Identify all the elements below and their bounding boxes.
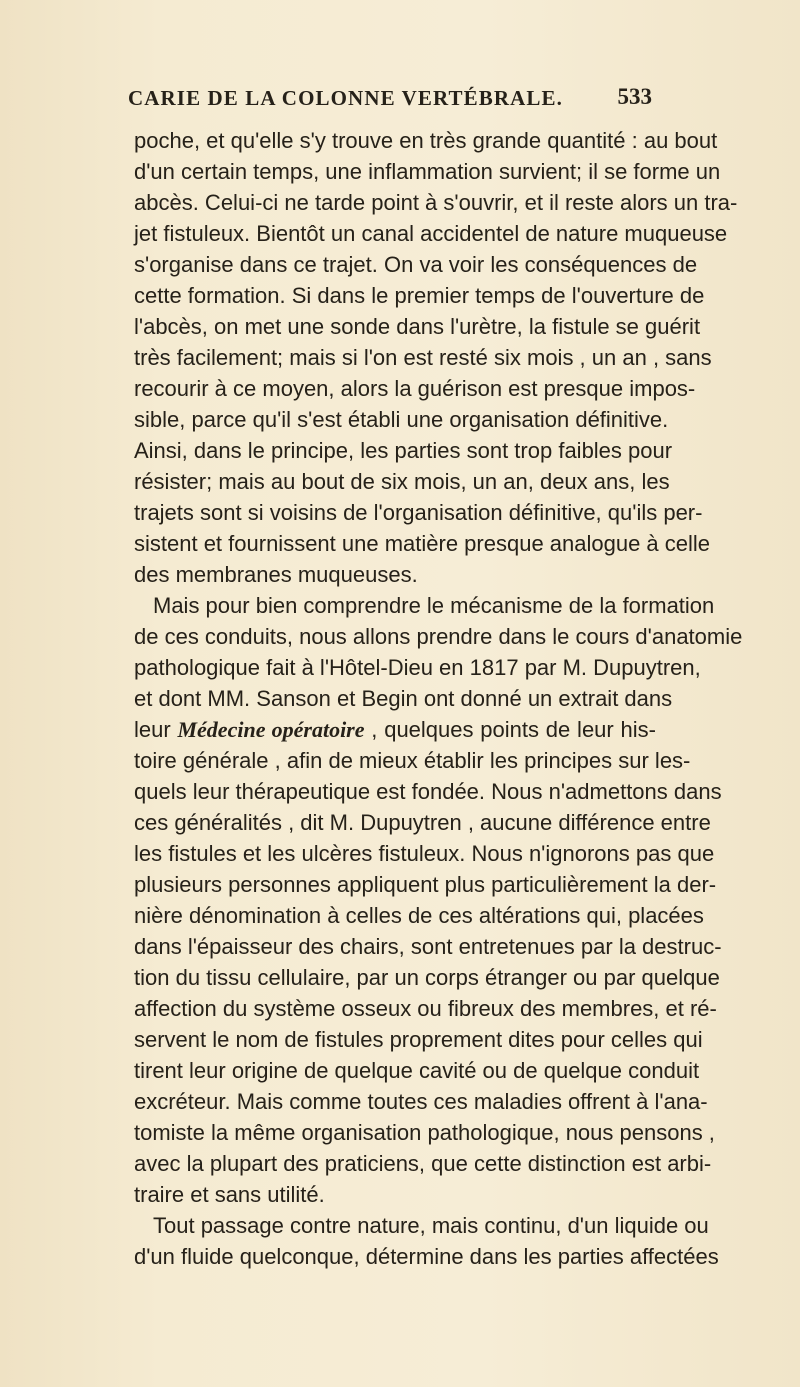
text-line: pathologique fait à l'Hôtel-Dieu en 1817 par M. Dupuytren, bbox=[134, 655, 701, 680]
text-line: sible, parce qu'il s'est établi une organisation définitive. bbox=[134, 407, 669, 432]
body-text bbox=[134, 125, 743, 1272]
text-line-end: , quelques points de leur his- bbox=[364, 717, 656, 742]
text-line: tion du tissu cellulaire, par un corps étranger ou par quelque bbox=[134, 965, 720, 990]
text-line: et dont MM. Sanson et Begin ont donné un extrait dans bbox=[134, 686, 673, 711]
text-line: s'organise dans ce trajet. On va voir les conséquences de bbox=[134, 252, 698, 277]
page-number: 533 bbox=[617, 84, 652, 109]
text-line: les fistules et les ulcères fistuleux. Nous n'ignorons pas que bbox=[134, 841, 715, 866]
text-line: recourir à ce moyen, alors la guérison est presque impos- bbox=[134, 376, 696, 401]
text-line: ces généralités , dit M. Dupuytren , aucune différence entre bbox=[134, 810, 711, 835]
text-line: des membranes muqueuses. bbox=[134, 562, 418, 587]
book-title-italic: Médecine opératoire bbox=[177, 717, 365, 742]
text-line: affection du système osseux ou fibreux des membres, et ré- bbox=[134, 996, 717, 1021]
text-line: excréteur. Mais comme toutes ces maladies offrent à l'ana- bbox=[134, 1089, 708, 1114]
text-line: Ainsi, dans le principe, les parties sont trop faibles pour bbox=[134, 438, 673, 463]
text-line: de ces conduits, nous allons prendre dans le cours d'anatomie bbox=[134, 624, 743, 649]
text-line: tomiste la même organisation pathologique, nous pensons , bbox=[134, 1120, 715, 1145]
text-line: nière dénomination à celles de ces altérations qui, placées bbox=[134, 903, 704, 928]
text-line: abcès. Celui-ci ne tarde point à s'ouvrir, et il reste alors un tra- bbox=[134, 190, 738, 215]
text-line: servent le nom de fistules proprement dites pour celles qui bbox=[134, 1027, 703, 1052]
text-line: d'un certain temps, une inflammation survient; il se forme un bbox=[134, 159, 721, 184]
text-line: Mais pour bien comprendre le mécanisme de la formation bbox=[153, 593, 715, 618]
text-line-start: leur bbox=[134, 717, 171, 742]
text-line: l'abcès, on met une sonde dans l'urètre, la fistule se guérit bbox=[134, 314, 701, 339]
text-line: trajets sont si voisins de l'organisation définitive, qu'ils per- bbox=[134, 500, 703, 525]
text-line: cette formation. Si dans le premier temps de l'ouverture de bbox=[134, 283, 705, 308]
text-line: résister; mais au bout de six mois, un an, deux ans, les bbox=[134, 469, 670, 494]
text-line: d'un fluide quelconque, détermine dans les parties affectées bbox=[134, 1244, 719, 1269]
text-line: quels leur thérapeutique est fondée. Nous n'admettons dans bbox=[134, 779, 722, 804]
text-line-with-italic bbox=[134, 714, 656, 745]
text-line: plusieurs personnes appliquent plus particulièrement la der- bbox=[134, 872, 717, 897]
text-line: traire et sans utilité. bbox=[134, 1182, 325, 1207]
text-line: sistent et fournissent une matière presque analogue à celle bbox=[134, 531, 711, 556]
running-title: CARIE DE LA COLONNE VERTÉBRALE. bbox=[128, 86, 563, 110]
text-line: tirent leur origine de quelque cavité ou de quelque conduit bbox=[134, 1058, 700, 1083]
text-line: jet fistuleux. Bientôt un canal accidentel de nature muqueuse bbox=[134, 221, 728, 246]
text-line: avec la plupart des praticiens, que cette distinction est arbi- bbox=[134, 1151, 712, 1176]
text-line: très facilement; mais si l'on est resté six mois , un an , sans bbox=[134, 345, 712, 370]
text-line: Tout passage contre nature, mais continu, d'un liquide ou bbox=[153, 1213, 709, 1238]
text-line: poche, et qu'elle s'y trouve en très grande quantité : au bout bbox=[134, 128, 718, 153]
text-line: toire générale , afin de mieux établir les principes sur les- bbox=[134, 748, 691, 773]
text-line: dans l'épaisseur des chairs, sont entretenues par la destruc- bbox=[134, 934, 722, 959]
page-header bbox=[128, 86, 652, 116]
